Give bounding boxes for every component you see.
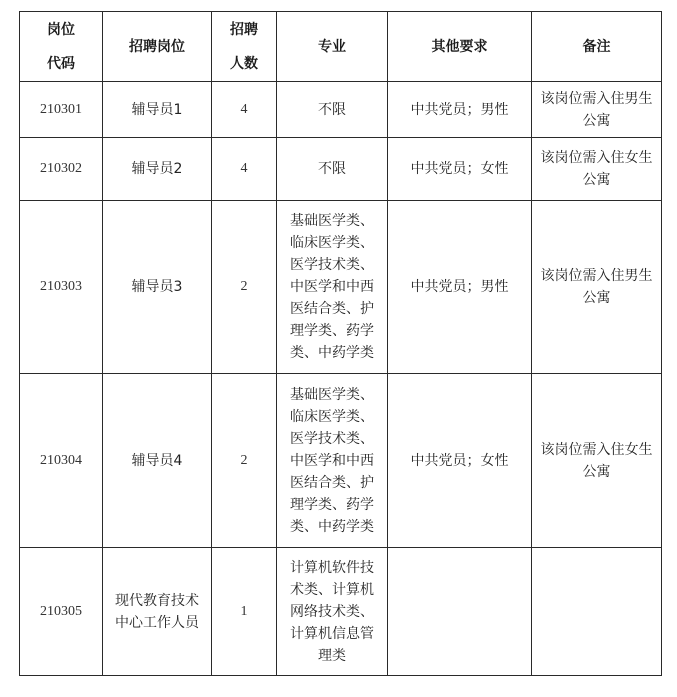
major-line: 类、中药学类 [290, 518, 374, 535]
major-line: 临床医学类、 [290, 408, 374, 425]
table-body [20, 82, 662, 676]
remark-line: 公寓 [582, 112, 611, 129]
cell-count: 4 [212, 138, 277, 201]
cell-code: 210302 [20, 138, 103, 201]
table-row [20, 201, 662, 374]
major-line: 计算机信息管 [290, 625, 374, 642]
major-line: 医学技术类、 [290, 430, 374, 447]
position-line: 现代教育技术 [115, 592, 199, 609]
major-line: 类、中药学类 [290, 345, 374, 361]
cell-other-requirements: 中共党员；女性 [388, 374, 532, 548]
cell-code: 210303 [20, 201, 103, 374]
position-line: 辅导员3 [131, 279, 183, 295]
header-remark: 备注 [532, 12, 662, 82]
cell-major [277, 138, 388, 201]
cell-remark [532, 82, 662, 138]
header-count-line-1: 招聘 [230, 21, 258, 38]
header-major: 专业 [277, 12, 388, 82]
table-row [20, 138, 662, 201]
major-line: 中医学和中西 [290, 279, 374, 295]
cell-other-requirements: 中共党员；男性 [388, 201, 532, 374]
remark-line: 该岗位需入住男生 [540, 268, 653, 284]
major-line: 理学类、药学 [290, 496, 374, 513]
cell-count: 2 [212, 374, 277, 548]
table-row [20, 374, 662, 548]
major-line: 医结合类、护 [290, 474, 374, 491]
cell-position [103, 548, 212, 676]
position-line: 辅导员2 [131, 161, 183, 177]
cell-position [103, 374, 212, 548]
remark-line: 该岗位需入住男生 [540, 90, 653, 107]
cell-remark [532, 374, 662, 548]
major-line: 不限 [318, 101, 346, 118]
major-line: 临床医学类、 [290, 235, 374, 251]
remark-line: 该岗位需入住女生 [540, 150, 653, 166]
cell-major [277, 548, 388, 676]
header-position-code [20, 12, 103, 82]
major-line: 医结合类、护 [290, 301, 374, 317]
major-line: 中医学和中西 [290, 452, 374, 469]
major-line: 基础医学类、 [290, 386, 374, 403]
cell-code: 210305 [20, 548, 103, 676]
cell-other-requirements [388, 548, 532, 676]
cell-count: 1 [212, 548, 277, 676]
header-position: 招聘岗位 [103, 12, 212, 82]
header-count [212, 12, 277, 82]
cell-major [277, 201, 388, 374]
header-code-line-1: 岗位 [47, 21, 75, 38]
cell-major [277, 374, 388, 548]
major-line: 计算机软件技 [290, 559, 374, 576]
header-code-line-2: 代码 [47, 55, 75, 72]
cell-remark [532, 201, 662, 374]
cell-code: 210301 [20, 82, 103, 138]
cell-remark [532, 548, 662, 676]
major-line: 医学技术类、 [290, 257, 374, 273]
header-row [20, 12, 662, 82]
remark-line: 公寓 [582, 463, 611, 480]
cell-remark [532, 138, 662, 201]
major-line: 术类、计算机 [290, 581, 374, 598]
remark-line: 该岗位需入住女生 [540, 441, 653, 458]
cell-count: 4 [212, 82, 277, 138]
cell-position [103, 138, 212, 201]
major-line: 不限 [318, 161, 346, 177]
major-line: 理类 [318, 647, 346, 664]
table-row [20, 548, 662, 676]
cell-major [277, 82, 388, 138]
position-line: 中心工作人员 [115, 614, 199, 631]
cell-position [103, 201, 212, 374]
remark-line: 公寓 [582, 172, 611, 188]
recruitment-table [19, 11, 662, 676]
major-line: 网络技术类、 [290, 603, 374, 620]
remark-line: 公寓 [582, 290, 611, 306]
header-count-line-2: 人数 [230, 55, 258, 72]
cell-other-requirements: 中共党员；男性 [388, 82, 532, 138]
cell-position [103, 82, 212, 138]
header-other-requirements: 其他要求 [388, 12, 532, 82]
cell-other-requirements: 中共党员；女性 [388, 138, 532, 201]
position-line: 辅导员1 [131, 101, 183, 118]
cell-code: 210304 [20, 374, 103, 548]
cell-count: 2 [212, 201, 277, 374]
major-line: 理学类、药学 [290, 323, 374, 339]
position-line: 辅导员4 [131, 452, 183, 469]
table-row [20, 82, 662, 138]
major-line: 基础医学类、 [290, 213, 374, 229]
